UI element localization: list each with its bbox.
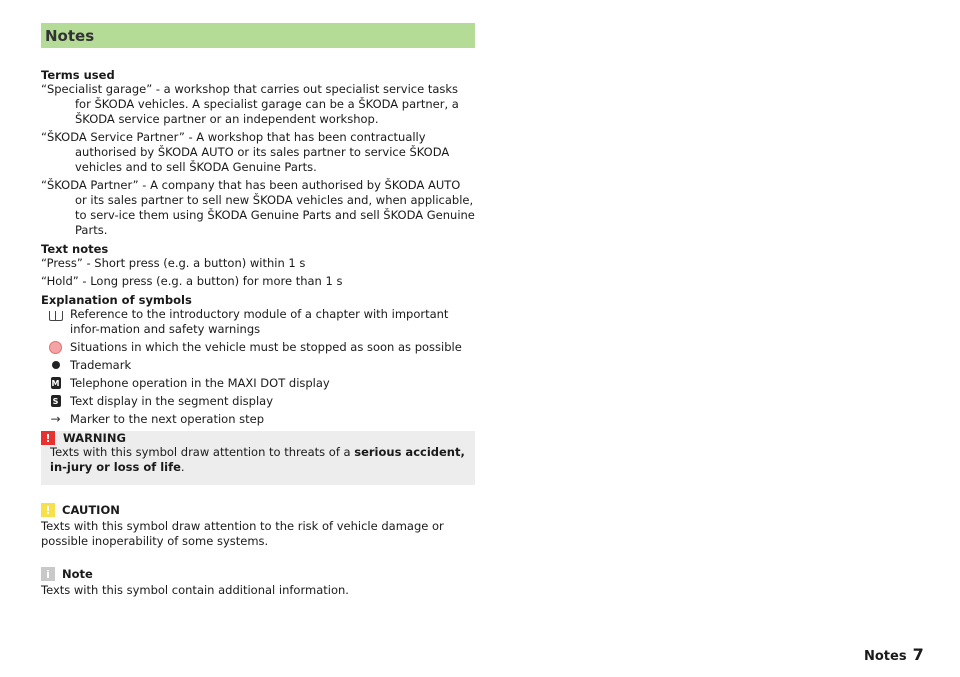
- maxi-dot-icon: M: [51, 378, 60, 388]
- notes-page: [41, 23, 475, 598]
- warning-icon: !: [41, 431, 55, 445]
- book-icon: [49, 311, 63, 321]
- warning-box: [41, 431, 475, 485]
- note-text: Texts with this symbol contain additional information.: [41, 583, 349, 597]
- symbols-heading: Explanation of symbols: [41, 293, 192, 307]
- note-header: [41, 567, 475, 581]
- page-title: Notes: [45, 26, 95, 45]
- symbol-row-book: Reference to the introductory module of a chapter with important infor-mation and safety warnings: [41, 307, 475, 337]
- caution-label: CAUTION: [62, 503, 120, 517]
- info-icon: i: [41, 567, 55, 581]
- segment-display-icon: S: [51, 395, 61, 407]
- page-footer: [864, 645, 924, 664]
- footer-section-label: Notes: [864, 649, 907, 664]
- section-header: [41, 23, 475, 48]
- term-specialist-garage: “Specialist garage” - a workshop that carries out specialist service tasks for ŠKODA vehicles. A specialist garage can be a ŠKODA partner, a ŠKODA service partner or an independent workshop.: [41, 82, 459, 126]
- warning-text: Texts with this symbol draw attention to threats of a serious accident, in-jury or loss of life.: [50, 445, 465, 474]
- note-label: Note: [62, 567, 93, 581]
- symbol-row-segment: S Text display in the segment display: [41, 394, 475, 409]
- registered-trademark-icon: [52, 361, 60, 369]
- warning-label: WARNING: [63, 430, 126, 445]
- symbol-row-arrow: → Marker to the next operation step: [50, 412, 265, 426]
- text-note-hold: “Hold” - Long press (e.g. a button) for more than 1 s: [41, 274, 343, 288]
- caution-icon: !: [41, 503, 55, 517]
- symbol-row-trademark: Trademark: [41, 358, 475, 373]
- term-skoda-partner: “ŠKODA Partner” - A company that has been authorised by ŠKODA AUTO or its sales partner to sell new ŠKODA vehicles and, when applicable, to serv-ice them using ŠKODA Genuine Parts and sell ŠKODA Genuine Parts.: [41, 178, 475, 237]
- page-number: 7: [912, 645, 924, 664]
- term-skoda-service-partner: “ŠKODA Service Partner” - A workshop that has been contractually authorised by ŠKODA AUTO or its sales partner to service ŠKODA vehicles and to sell ŠKODA Genuine Parts.: [41, 130, 450, 174]
- caution-header: [41, 503, 475, 517]
- symbol-row-maxi-dot: M Telephone operation in the MAXI DOT display: [51, 376, 330, 390]
- caution-text: Texts with this symbol draw attention to the risk of vehicle damage or possible inoperability of some systems.: [41, 519, 444, 548]
- terms-heading: Terms used: [41, 68, 115, 82]
- text-notes-heading: Text notes: [41, 242, 109, 256]
- symbols-list: [41, 307, 475, 427]
- text-note-press: “Press” - Short press (e.g. a button) within 1 s: [41, 256, 306, 270]
- arrow-right-icon: →: [50, 412, 61, 426]
- symbol-row-stop: Situations in which the vehicle must be stopped as soon as possible: [41, 340, 475, 355]
- stop-icon: [49, 341, 62, 354]
